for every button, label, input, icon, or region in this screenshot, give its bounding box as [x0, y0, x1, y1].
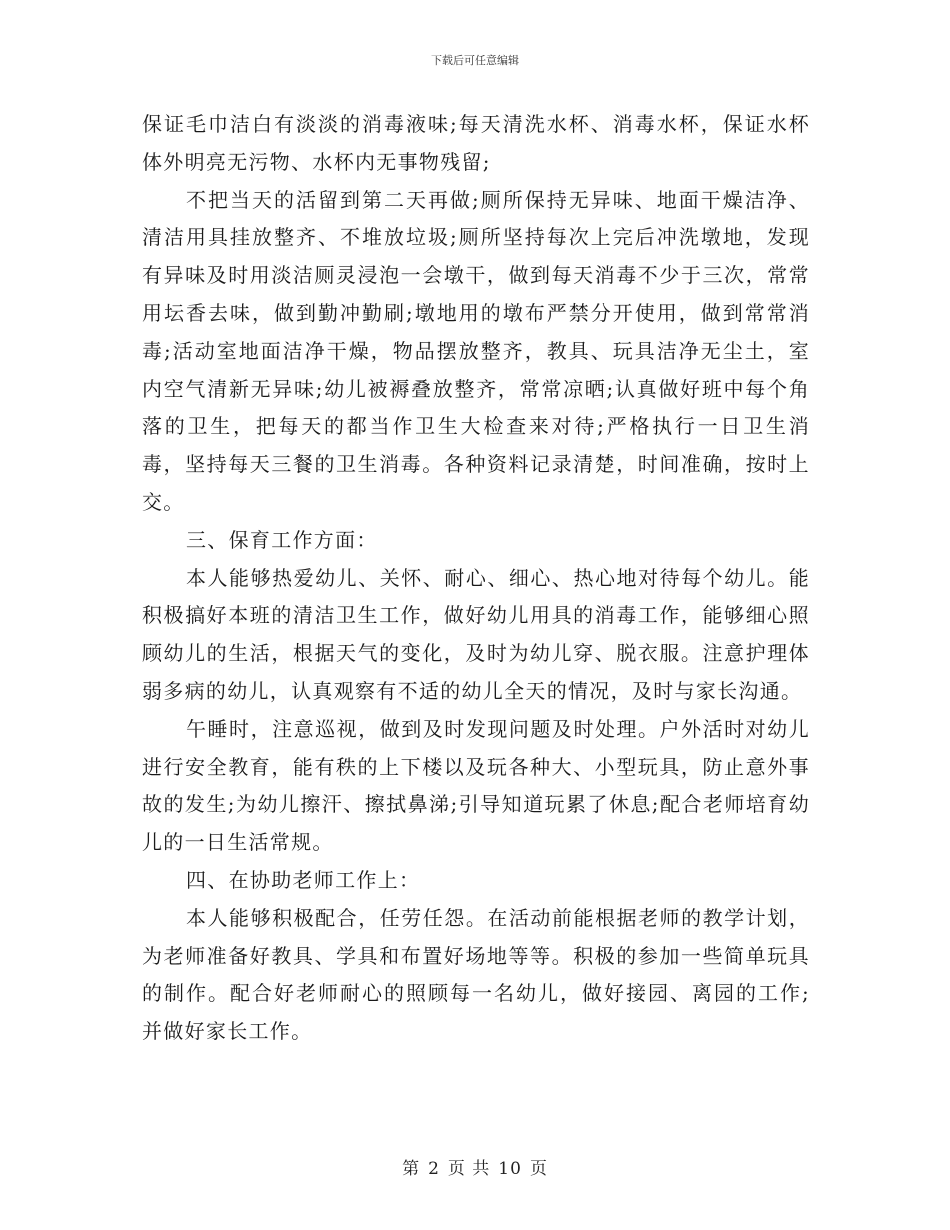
page-footer	[0, 1154, 950, 1179]
footer-label-end: 页	[529, 1159, 548, 1179]
current-page-number: 2	[428, 1159, 440, 1179]
paragraph-1: 保证毛巾洁白有淡淡的消毒液味;每天清洗水杯、消毒水杯，保证水杯体外明亮无污物、水杯内无事物残留;	[142, 112, 810, 174]
document-body	[142, 106, 810, 1051]
section-heading-4: 四、在协助老师工作上：	[186, 867, 421, 892]
paragraph-2: 不把当天的活留到第二天再做;厕所保持无异味、地面干燥洁净、清洁用具挂放整齐、不堆放垃圾;厕所坚持每次上完后冲洗墩地，发现有异味及时用淡洁厕灵浸泡一会墩干，做到每天消毒不少于三次，常常用坛香去味，做到勤冲勤刷;墩地用的墩布严禁分开使用，做到常常消毒;活动室地面洁净干燥，物品摆放整齐，教具、玩具洁净无尘土，室内空气清新无异味;幼儿被褥叠放整齐，常常凉晒;认真做好班中每个角落的卫生，把每天的都当作卫生大检查来对待;严格执行一日卫生消毒，坚持每天三餐的卫生消毒。各种资料记录清楚，时间准确，按时上交。	[142, 187, 810, 514]
footer-label-of: 页 共	[447, 1159, 491, 1179]
footer-label-page: 第	[402, 1159, 421, 1179]
paragraph-4: 本人能够热爱幼儿、关怀、耐心、细心、热心地对待每个幼儿。能积极搞好本班的清洁卫生工作，做好幼儿用具的消毒工作，能够细心照顾幼儿的生活，根据天气的变化，及时为幼儿穿、脱衣服。注意护理体弱多病的幼儿，认真观察有不适的幼儿全天的情况，及时与家长沟通。	[142, 565, 810, 703]
total-pages-number: 10	[498, 1159, 522, 1179]
paragraph-5: 午睡时，注意巡视，做到及时发现问题及时处理。户外活时对幼儿进行安全教育，能有秩的上下楼以及玩各种大、小型玩具，防止意外事故的发生;为幼儿擦汗、擦拭鼻涕;引导知道玩累了休息;配合老师培育幼儿的一日生活常规。	[142, 716, 810, 855]
section-heading-3: 三、保育工作方面：	[186, 527, 378, 552]
page-header: 下载后可任意编辑	[431, 54, 519, 67]
paragraph-7: 本人能够积极配合，任劳任怨。在活动前能根据老师的教学计划，为老师准备好教具、学具和布置好场地等等。积极的参加一些简单玩具的制作。配合好老师耐心的照顾每一名幼儿，做好接园、离园的工作;并做好家长工作。	[142, 905, 810, 1044]
